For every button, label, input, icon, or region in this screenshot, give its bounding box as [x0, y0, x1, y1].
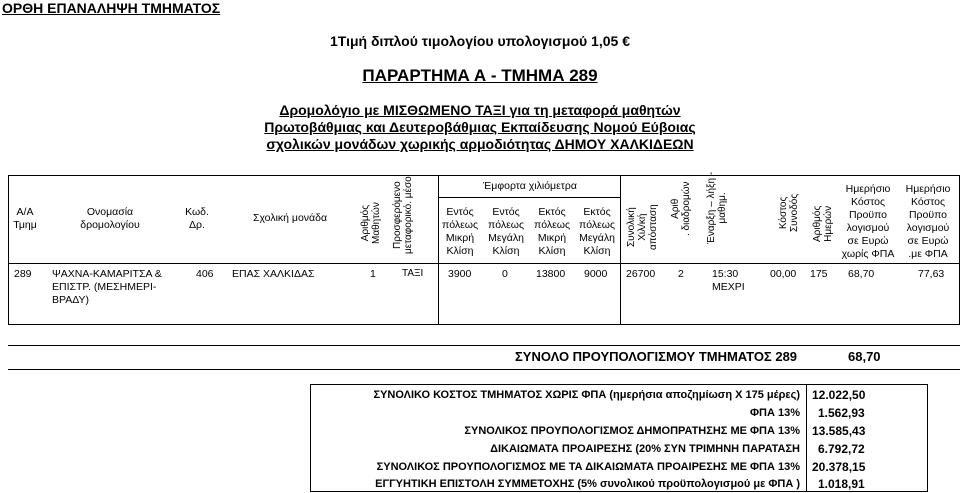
- header-route-code: Κωδ. Δρ.: [185, 206, 209, 231]
- summary-value-total-with-vat: 13.585,43: [812, 424, 866, 438]
- route-description-line-3: σχολικών μονάδων χωρικής αρμοδιότητας ΔΗΜΟΥ ΧΑΛΚΙΔΕΩΝ: [266, 136, 694, 152]
- summary-value-cost-no-vat: 12.022,50: [812, 388, 866, 402]
- summary-value-vat: 1.562,93: [818, 406, 865, 420]
- summary-value-total-with-options: 20.378,15: [812, 460, 866, 474]
- total-label: ΣΥΝΟΛΟ ΠΡΟΥΠΟΛΟΓΙΣΜΟΥ ΤΜΗΜΑΤΟΣ 289: [515, 349, 798, 364]
- header-daily-cost-no-vat: Ημερήσιο Κόστος Προϋπο λογισμού σε Ευρώ χωρίς ΦΠΑ: [841, 183, 895, 260]
- header-escort-cost: Κόστος Συνοδός: [778, 193, 800, 232]
- header-days: Αριθμός Ημερών: [812, 205, 834, 242]
- summary-value-divider: [806, 384, 807, 492]
- header-route-name: Ονομασία δρομολογίου: [80, 206, 140, 231]
- header-km-urban-low: Εντός πόλεως Μικρή Κλίση: [441, 206, 479, 257]
- total-row-top: [8, 345, 960, 346]
- invoice-note: 1Τιμή διπλού τιμολογίου υπολογισμού 1,05 €: [330, 33, 630, 49]
- row-route-code: 406: [196, 268, 214, 280]
- summary-label-vat: ΦΠΑ 13%: [750, 407, 800, 419]
- km-group-divider: [438, 197, 620, 198]
- header-vehicle: Προσφερόμενο μεταφορικό. μέσο: [392, 176, 414, 254]
- route-description: [0, 102, 960, 153]
- header-aa: Α/Α Τμημ: [13, 206, 37, 231]
- header-km-urban-high: Εντός πόλεως Μεγάλη Κλίση: [487, 206, 525, 257]
- row-trips: 2: [678, 268, 684, 280]
- summary-label-option-rights: ΔΙΚΑΙΩΜΑΤΑ ΠΡΟΑΙΡΕΣΗΣ (20% ΣΥΝ ΤΡΙΜΗΝΗ ΠΑΡΑΤΑΣΗ: [490, 443, 800, 455]
- table-header-divider: [8, 263, 960, 264]
- row-daily-cost-no-vat: 68,70: [848, 268, 875, 280]
- row-escort-cost: 00,00: [770, 268, 797, 280]
- header-daily-cost-vat: Ημερήσιο Κόστος Προϋπο λογισμού σε Ευρώ .με ΦΠΑ: [905, 183, 951, 260]
- row-days: 175: [810, 268, 828, 280]
- row-start-end: 15:30 ΜΕΧΡΙ: [712, 268, 745, 293]
- row-school: ΕΠΑΣ ΧΑΛΚΙΔΑΣ: [232, 268, 315, 280]
- col-divider: [438, 175, 439, 325]
- summary-label-total-with-options: ΣΥΝΟΛΙΚΟΣ ΠΡΟΥΠΟΛΟΓΙΣΜΟΣ ΜΕ ΤΑ ΔΙΚΑΙΩΜΑΤΑ ΠΡΟΑΙΡΕΣΗΣ ΜΕ ΦΠΑ 13%: [376, 461, 800, 473]
- summary-value-option-rights: 6.792,72: [818, 442, 865, 456]
- row-daily-cost-vat: 77,63: [918, 268, 945, 280]
- summary-label-total-with-vat: ΣΥΝΟΛΙΚΟΣ ΠΡΟΥΠΟΛΟΓΙΣΜΟΣ ΔΗΜΟΠΡΑΤΗΣΗΣ ΜΕ ΦΠΑ 13%: [464, 425, 800, 437]
- row-route-name: ΨΑΧΝΑ-ΚΑΜΑΡΙΤΣΑ & ΕΠΙΣΤΡ. (ΜΕΣΗΜΕΡΙ- ΒΡΑΔΥ): [52, 268, 162, 306]
- header-km-rural-low: Εκτός πόλεως Μικρή Κλίση: [533, 206, 571, 257]
- row-km-urban-low: 3900: [448, 268, 472, 280]
- document-status-title: ΟΡΘΗ ΕΠΑΝΑΛΗΨΗ ΤΜΗΜΑΤΟΣ: [2, 0, 221, 16]
- header-start-end: Έναρξη – λήξη - μαθημ.: [706, 171, 728, 244]
- row-vehicle: ΤΑΞΙ: [402, 268, 424, 279]
- header-students: Αριθμός Μαθητών: [360, 202, 382, 244]
- col-divider: [620, 175, 621, 325]
- header-school: Σχολική μονάδα: [252, 212, 328, 224]
- total-row-bottom: [8, 369, 960, 370]
- row-km-rural-high: 9000: [584, 268, 608, 280]
- summary-label-guarantee: ΕΓΓΥΗΤΙΚΗ ΕΠΙΣΤΟΛΗ ΣΥΜΜΕΤΟΧΗΣ (5% συνολικού προϋπολογισμού με ΦΠΑ ): [375, 478, 800, 490]
- row-km-rural-low: 13800: [536, 268, 566, 280]
- header-km-group: Έμφορτα χιλιόμετρα: [483, 180, 577, 192]
- route-description-line-1: Δρομολόγιο με ΜΙΣΘΩΜΕΝΟ ΤΑΞΙ για τη μεταφορά μαθητών: [279, 102, 681, 118]
- annex-title: ΠΑΡΑΡΤΗΜΑ Α - ΤΜΗΜΑ 289: [362, 66, 598, 85]
- header-trips: Αριθ . διαδρομών: [670, 181, 692, 236]
- row-km-urban-high: 0: [502, 268, 508, 280]
- summary-value-guarantee: 1.018,91: [818, 477, 865, 491]
- summary-label-cost-no-vat: ΣΥΝΟΛΙΚΟ ΚΟΣΤΟΣ ΤΜΗΜΑΤΟΣ ΧΩΡΙΣ ΦΠΑ (ημερήσια αποζημίωση Χ 175 μέρες): [373, 389, 800, 401]
- row-aa: 289: [14, 268, 32, 280]
- row-total-km: 26700: [626, 268, 656, 280]
- row-students: 1: [370, 268, 376, 280]
- total-value: 68,70: [848, 349, 881, 364]
- header-km-rural-high: Εκτός πόλεως Μεγάλη Κλίση: [578, 206, 616, 257]
- header-total-km: Συνολική Χιλ/κή απόσταση: [626, 204, 659, 250]
- route-description-line-2: Πρωτοβάθμιας και Δευτεροβάθμιας Εκπαίδευσης Νομού Εύβοιας: [264, 119, 696, 135]
